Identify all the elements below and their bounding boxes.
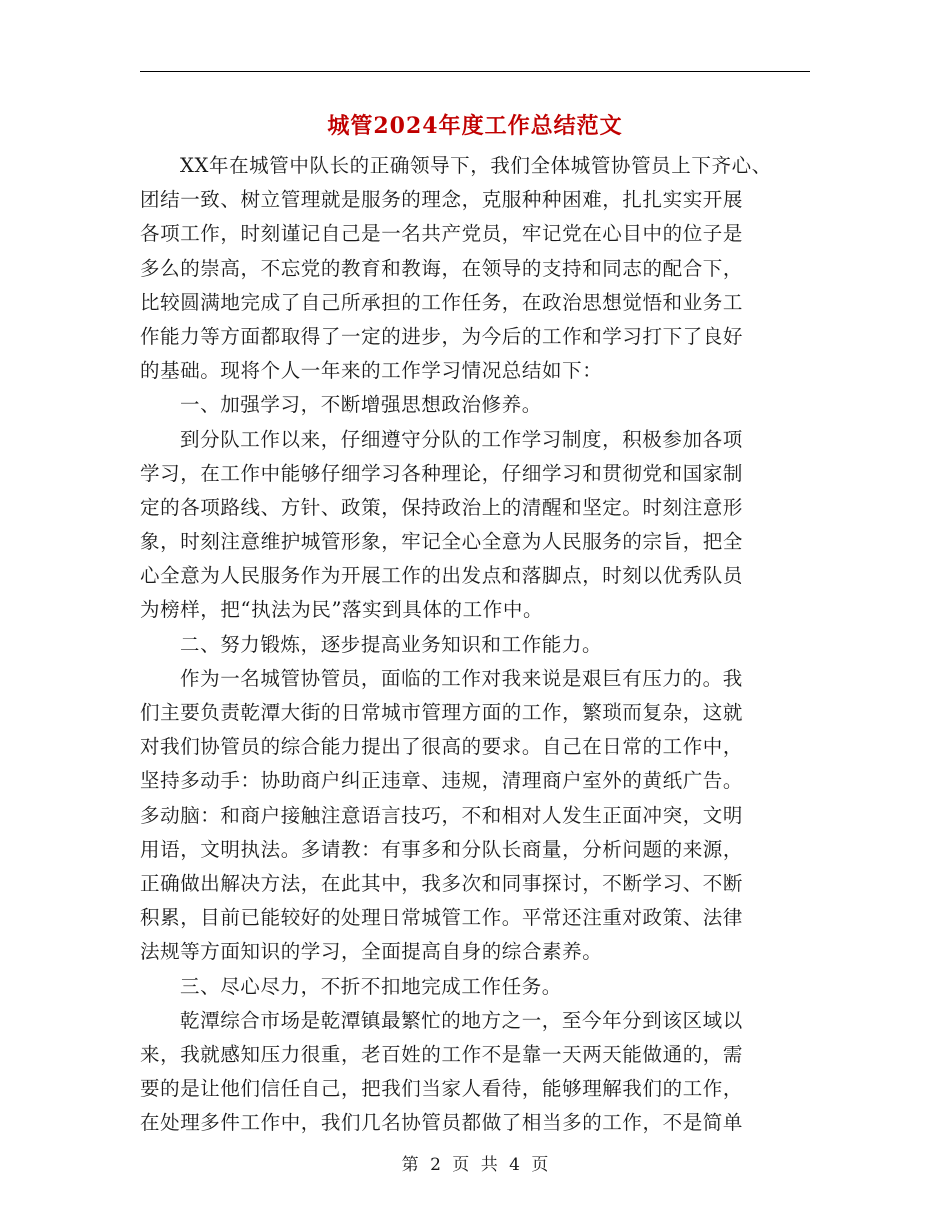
body-line: 来，我就感知压力很重，老百姓的工作不是靠一天两天能做通的，需 — [140, 1042, 744, 1066]
body-line: 积累，目前已能较好的处理日常城管工作。平常还注重对政策、法律 — [140, 906, 744, 930]
section-heading: 三、尽心尽力，不折不扣地完成工作任务。 — [180, 974, 562, 998]
body-line: 学习，在工作中能够仔细学习各种理论，仔细学习和贯彻党和国家制 — [140, 461, 744, 485]
body-line: 们主要负责乾潭大街的日常城市管理方面的工作，繁琐而复杂，这就 — [140, 701, 744, 724]
body-line: 作为一名城管协管员，面临的工作对我来说是艰巨有压力的。我 — [180, 666, 743, 690]
body-line: 多动脑：和商户接触注意语言技巧，不和相对人发生正面冲突，文明 — [140, 803, 744, 827]
body-line: 坚持多动手：协助商户纠正违章、违规，清理商户室外的黄纸广告。 — [140, 769, 744, 793]
body-line: 多么的崇高，不忘党的教育和教诲，在领导的支持和同志的配合下， — [140, 256, 744, 280]
body-line: 定的各项路线、方针、政策，保持政治上的清醒和坚定。时刻注意形 — [140, 495, 744, 519]
body-line: 作能力等方面都取得了一定的进步，为今后的工作和学习打下了良好 — [140, 324, 744, 348]
page-number: 第 2 页 共 4 页 — [401, 1155, 549, 1175]
body-line: 为榜样，把“执法为民”落实到具体的工作中。 — [140, 598, 544, 622]
document-title: 城管2024年度工作总结范文 — [327, 113, 623, 139]
body-line: 乾潭综合市场是乾潭镇最繁忙的地方之一，至今年分到该区域以 — [180, 1008, 743, 1032]
body-line: XX年在城管中队长的正确领导下，我们全体城管协管员上下齐心、 — [180, 154, 772, 177]
body-line: 各项工作，时刻谨记自己是一名共产党员，牢记党在心目中的位子是 — [140, 222, 744, 246]
header-rule — [140, 71, 810, 72]
body-line: 在处理多件工作中，我们几名协管员都做了相当多的工作，不是简单 — [140, 1111, 744, 1135]
body-line: 对我们协管员的综合能力提出了很高的要求。自己在日常的工作中， — [140, 735, 744, 759]
document-body — [140, 149, 820, 1140]
section-heading: 二、努力锻炼，逐步提高业务知识和工作能力。 — [180, 632, 603, 656]
body-line: 的基础。现将个人一年来的工作学习情况总结如下： — [140, 359, 603, 383]
body-line: 象，时刻注意维护城管形象，牢记全心全意为人民服务的宗旨，把全 — [140, 530, 744, 554]
body-line: 法规等方面知识的学习，全面提高自身的综合素养。 — [140, 940, 603, 964]
body-line: 用语，文明执法。多请教：有事多和分队长商量，分析问题的来源， — [140, 837, 744, 861]
body-line: 心全意为人民服务作为开展工作的出发点和落脚点，时刻以优秀队员 — [140, 564, 744, 588]
body-line: 到分队工作以来，仔细遵守分队的工作学习制度，积极参加各项 — [180, 427, 743, 451]
body-line: 要的是让他们信任自己，把我们当家人看待，能够理解我们的工作， — [140, 1077, 744, 1101]
body-line: 正确做出解决方法，在此其中，我多次和同事探讨，不断学习、不断 — [140, 871, 744, 895]
section-heading: 一、加强学习，不断增强思想政治修养。 — [180, 393, 542, 417]
body-line: 团结一致、树立管理就是服务的理念，克服种种困难，扎扎实实开展 — [140, 188, 744, 212]
body-line: 比较圆满地完成了自己所承担的工作任务，在政治思想觉悟和业务工 — [140, 290, 744, 314]
